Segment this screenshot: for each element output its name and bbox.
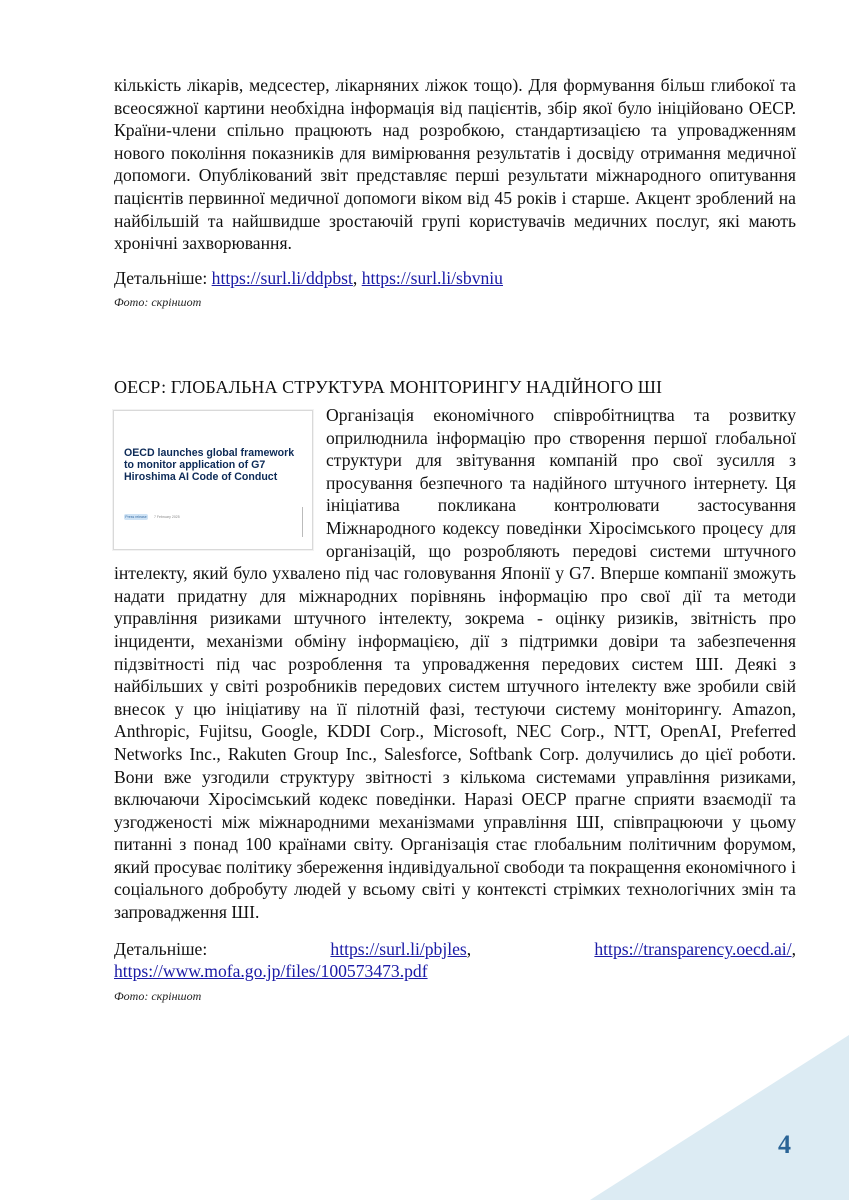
link-sbvniu[interactable]: https://surl.li/sbvniu (361, 267, 503, 288)
top-paragraph: кількість лікарів, медсестер, лікарняних ліжок тощо). Для формування більш глибокої та всеосяжної картини необхідна інформація від пацієнтів, збір якої було ініційовано ОЕСР. Країни-члени спільно працюють над розробкою, стандартизацією та упровадженням нового покоління показників для вимірювання результатів і досвіду отримання медичної допомоги. Опублікований звіт представляє перші результати міжнародного опитування пацієнтів первинної медичної допомоги віком від 45 років і старше. Акцент зроблений на найбільшій та найшвидше зростаючій групі користувачів медичних послуг, які мають хронічні захворювання. (114, 75, 796, 254)
details-label-2: Детальніше: (114, 938, 208, 959)
link-pbjles[interactable]: https://surl.li/pbjles (330, 938, 467, 959)
thumbnail-tag: Press release (125, 515, 147, 519)
link-separator: , (352, 267, 362, 288)
link-separator: , (466, 938, 472, 959)
details-label: Детальніше: (114, 267, 212, 288)
thumbnail-title: OECD launches global framework to monitor application of G7 Hiroshima AI Code of Conduct (124, 447, 295, 483)
details-line-2 (114, 938, 796, 983)
photo-caption-2: Фото: скріншот (114, 988, 202, 1003)
link-mofa-pdf[interactable]: https://www.mofa.go.jp/files/100573473.pdf (114, 961, 428, 982)
page-number: 4 (778, 1130, 791, 1159)
main-section (114, 404, 796, 1004)
main-paragraph: Організація економічного співробітництва та розвитку оприлюднила інформацію про створення першої глобальної структури для звітування компаній про свої зусилля з просування безпечного та надійного штучного інтернету. Ця ініціатива покликана контролювати застосування Міжнародного кодексу поведінки Хіросімського процесу для організацій, що розробляють передові системи штучного інтелекту, який було ухвалено під час головування Японії у G7. Вперше компанії зможуть надати придатну для міжнародних порівнянь інформацію про свої дії та методи управління ризиками штучного інтелекту, зокрема - оцінку ризиків, звітність про інциденти, механізми обміну інформацією, дії з підтримки довіри та забезпечення підзвітності під час розроблення та упровадження передових систем ШІ. Деякі з найбільших у світі розробників передових систем штучного інтелекту вже зробили свій внесок у цю ініціативу на її пілотній фазі, тестуючи систему моніторингу. Amazon, Anthropic, Fujitsu, Google, KDDI Corp., Microsoft, NEC Corp., NTT, OpenAI, Preferred Networks Inc., Rakuten Group Inc., Salesforce, Softbank Corp. долучились до цієї роботи. Вони вже узгодили структуру звітності з кількома системами управління ризиками, включаючи Хіросімський кодекс поведінки. Наразі ОЕСР прагне сприяти взаємодії та узгодженості між міжнародними механізмами управління ШІ, співпрацюючи у цьому питанні з понад 100 країнами світу. Організація стає глобальним політичним форумом, який просуває політику збереження індивідуальної свободи та покращення економічного і соціального добробуту людей у всьому світі у контексті стрімких технологічних змін та запровадження ШІ. (114, 405, 796, 923)
details-line-1 (114, 267, 796, 290)
link-ddpbst[interactable]: https://surl.li/ddpbst (211, 267, 353, 288)
link-separator: , (791, 938, 796, 959)
thumbnail-date: 7 February 2025 (154, 515, 180, 519)
section-heading: ОЕСР: ГЛОБАЛЬНА СТРУКТУРА МОНІТОРИНГУ НАДІЙНОГО ШІ (114, 377, 663, 397)
link-transparency-oecd[interactable]: https://transparency.oecd.ai/ (594, 938, 792, 959)
top-section (114, 74, 796, 310)
photo-caption-1: Фото: скріншот (114, 295, 202, 310)
